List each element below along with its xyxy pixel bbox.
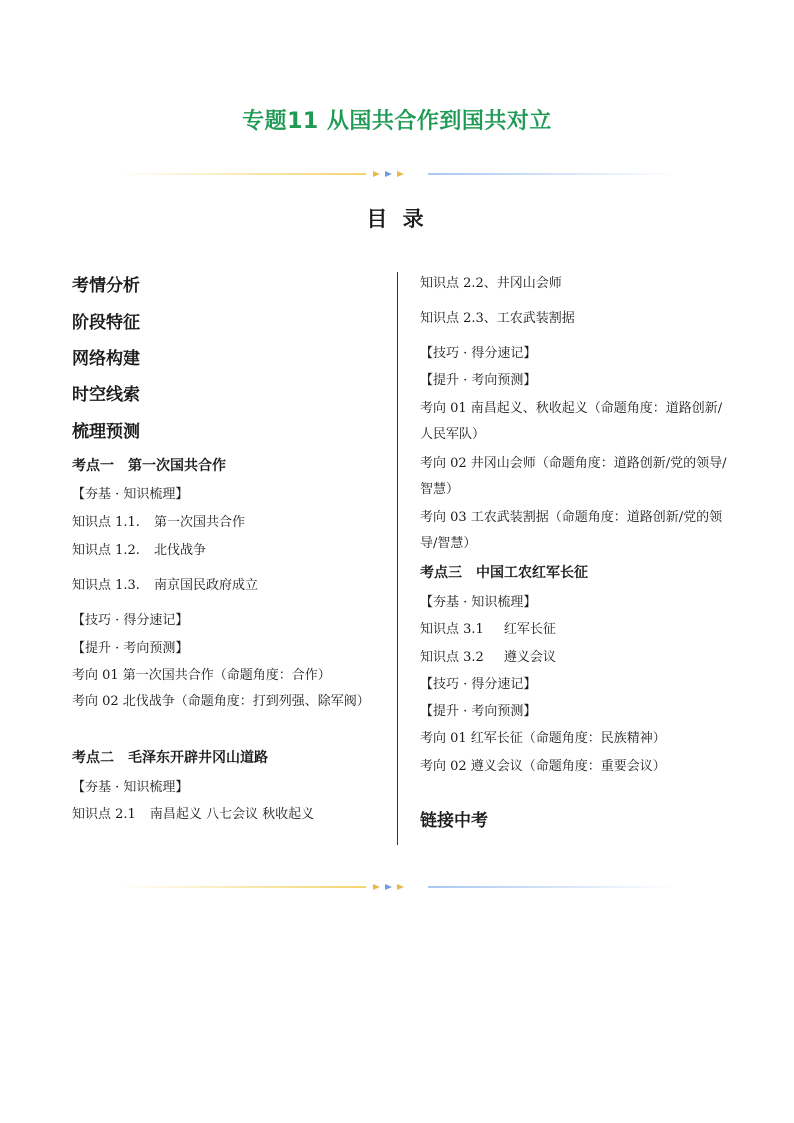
toc-entry-zhishi-2-1[interactable] — [72, 806, 314, 824]
toc-entry-kaoxiang-3-02[interactable]: 考向 02 遵义会议（命题角度：重要会议） — [420, 759, 666, 774]
kaodian-name: 中国工农红军长征 — [476, 565, 588, 581]
zhishi-name: 南昌起义 八七会议 秋收起义 — [149, 807, 315, 822]
toc-entry-zhishi-3-1[interactable] — [420, 621, 556, 639]
zhishi-number: 知识点 1.2. — [72, 543, 140, 558]
toc-entry-zhishi-3-2[interactable] — [420, 649, 556, 667]
toc-entry-kaoxiang-1-01[interactable]: 考向 01 第一次国共合作（命题角度：合作） — [72, 668, 331, 683]
zhishi-name: 红军长征 — [503, 622, 556, 637]
toc-entry-lianjie[interactable]: 链接中考 — [420, 811, 488, 831]
toc-entry-jieduan[interactable]: 阶段特征 — [72, 313, 140, 333]
bottom-divider — [116, 883, 678, 891]
toc-entry-hangji-1[interactable]: 【夯基 · 知识梳理】 — [72, 487, 189, 502]
toc-entry-kaoxiang-2-01[interactable]: 考向 01 南昌起义、秋收起义（命题角度：道路创新/人民军队） — [420, 401, 723, 442]
column-divider — [397, 272, 398, 845]
kaodian-number: 考点一 — [72, 458, 114, 474]
toc-entry-kaoxiang-1-02[interactable]: 考向 02 北伐战争（命题角度：打到列强、除军阀） — [72, 694, 370, 709]
zhishi-number: 知识点 3.1 — [420, 622, 484, 637]
zhishi-number: 知识点 2.1 — [72, 807, 136, 822]
kaodian-name: 第一次国共合作 — [128, 458, 226, 474]
zhishi-number: 知识点 3.2 — [420, 650, 484, 665]
toc-entry-jiqiao-1[interactable]: 【技巧 · 得分速记】 — [72, 613, 189, 628]
toc-entry-wangluo[interactable]: 网络构建 — [72, 349, 140, 369]
toc-entry-zhishi-2-3[interactable]: 知识点 2.3、工农武装割据 — [420, 311, 575, 326]
zhishi-name: 南京国民政府成立 — [153, 578, 258, 593]
toc-entry-kaoxiang-2-03[interactable]: 考向 03 工农武装割据（命题角度：道路创新/党的领导/智慧） — [420, 510, 723, 551]
toc-entry-tisheng-2[interactable]: 【提升 · 考向预测】 — [420, 373, 537, 388]
toc-entry-hangji-2[interactable]: 【夯基 · 知识梳理】 — [72, 780, 189, 795]
toc-entry-zhishi-1-3[interactable] — [72, 577, 258, 595]
kaodian-number: 考点三 — [420, 565, 462, 581]
toc-entry-kaodian-3[interactable] — [420, 564, 588, 582]
arrow-ornament-icon — [373, 884, 407, 890]
toc-entry-tisheng-1[interactable]: 【提升 · 考向预测】 — [72, 641, 189, 656]
toc-entry-kaodian-2[interactable] — [72, 749, 268, 767]
toc-entry-kaoxiang-2-02[interactable]: 考向 02 井冈山会师（命题角度：道路创新/党的领导/智慧） — [420, 456, 727, 497]
toc-entry-zhishi-1-1[interactable] — [72, 514, 245, 532]
arrow-ornament-icon — [373, 171, 407, 177]
toc-entry-shikong[interactable]: 时空线索 — [72, 385, 140, 405]
toc-entry-jiqiao-2[interactable]: 【技巧 · 得分速记】 — [420, 346, 537, 361]
zhishi-name: 遵义会议 — [503, 650, 556, 665]
top-divider — [116, 170, 678, 178]
page-title: 专题11 从国共合作到国共对立 — [242, 109, 552, 134]
zhishi-name: 第一次国共合作 — [153, 515, 245, 530]
kaodian-number: 考点二 — [72, 750, 114, 766]
toc-entry-shuli[interactable]: 梳理预测 — [72, 422, 140, 442]
kaodian-name: 毛泽东开辟井冈山道路 — [128, 750, 268, 766]
toc-entry-tisheng-3[interactable]: 【提升 · 考向预测】 — [420, 704, 537, 719]
toc-heading: 目 录 — [366, 207, 428, 231]
toc-entry-hangji-3[interactable]: 【夯基 · 知识梳理】 — [420, 595, 537, 610]
zhishi-number: 知识点 1.3. — [72, 578, 140, 593]
zhishi-name: 北伐战争 — [153, 543, 206, 558]
toc-entry-zhishi-1-2[interactable] — [72, 542, 206, 560]
toc-entry-kaoxiang-3-01[interactable]: 考向 01 红军长征（命题角度：民族精神） — [420, 731, 666, 746]
toc-entry-zhishi-2-2[interactable]: 知识点 2.2、井冈山会师 — [420, 276, 562, 291]
zhishi-number: 知识点 1.1. — [72, 515, 140, 530]
toc-entry-kaodian-1[interactable] — [72, 457, 226, 475]
toc-entry-jiqiao-3[interactable]: 【技巧 · 得分速记】 — [420, 677, 537, 692]
toc-entry-kaoqing[interactable]: 考情分析 — [72, 276, 140, 296]
